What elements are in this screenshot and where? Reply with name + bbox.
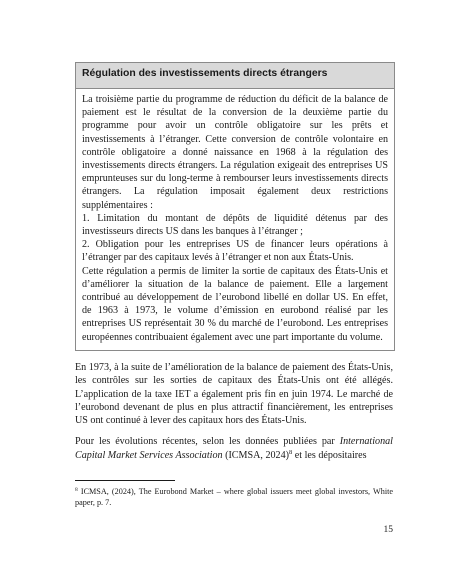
- footnote-divider: [75, 480, 175, 481]
- main-text: [75, 361, 393, 470]
- box-body: [76, 89, 394, 350]
- footnote-text: ICMSA, (2024), The Eurobond Market – where global issuers meet global investors, White paper, p. 7.: [75, 487, 393, 507]
- box-list-item: 1. Limitation du montant de dépôts de liquidité détenus par des investisseurs directs US dans les banques à l’étranger ;: [82, 212, 388, 238]
- sidebar-box: [75, 62, 395, 351]
- box-title: Régulation des investissements directs étrangers: [76, 63, 394, 89]
- footnote: [75, 487, 393, 508]
- footnote-reference[interactable]: 8: [289, 448, 293, 456]
- footnote-number: 8: [75, 487, 78, 493]
- body-text: et les dépositaires: [292, 449, 367, 461]
- body-paragraph: En 1973, à la suite de l’amélioration de la balance de paiement des États-Unis, les contrôles sur les sorties de capitaux des États-Unis ont été allégés. L’application de la taxe IET a également pris fin en juin 1974. Le marché de l’eurobond devenant de plus en plus attractif financièrement, les entreprises US ont continué à lever des capitaux hors des États-Unis.: [75, 362, 393, 427]
- box-list-item: 2. Obligation pour les entreprises US de financer leurs opérations à l’étranger par des capitaux levés à l’étranger et non aux États-Unis.: [82, 239, 388, 264]
- organization-name: International Capital Market Services Association: [75, 436, 393, 461]
- body-text: (ICMSA, 2024): [222, 449, 290, 461]
- box-paragraph: Cette régulation a permis de limiter la sortie de capitaux des États-Unis et d’améliorer la situation de la balance de paiement. Elle a largement contribué au développement de l’eurobond libellé en dollar US. En effet, de 1963 à 1973, le volume d’émission en eurobond réalisé par les entreprises US représentait 30 % du marché de l’eurobond. Les entreprises européennes contribuaient également avec une part importante du volume.: [82, 265, 388, 343]
- body-text: Pour les évolutions récentes, selon les données publiées par: [75, 436, 340, 448]
- box-paragraph: La troisième partie du programme de réduction du déficit de la balance de paiement est le résultat de la conversion de la deuxième partie du programme pour avoir un contrôle obligatoire sur les prêts et investissements à l’étranger. Cette conversion de contrôle volontaire en contrôle obligatoire a donné naissance en 1968 à la régulation des investissements directs étrangers. La régulation exigeait des entreprises US emprunteuses sur du long-terme à rembourser leurs investissements directs étrangers. La régulation imposait également deux restrictions supplémentaires :: [82, 94, 388, 211]
- body-paragraph: [75, 435, 393, 462]
- page-number: 15: [383, 525, 393, 535]
